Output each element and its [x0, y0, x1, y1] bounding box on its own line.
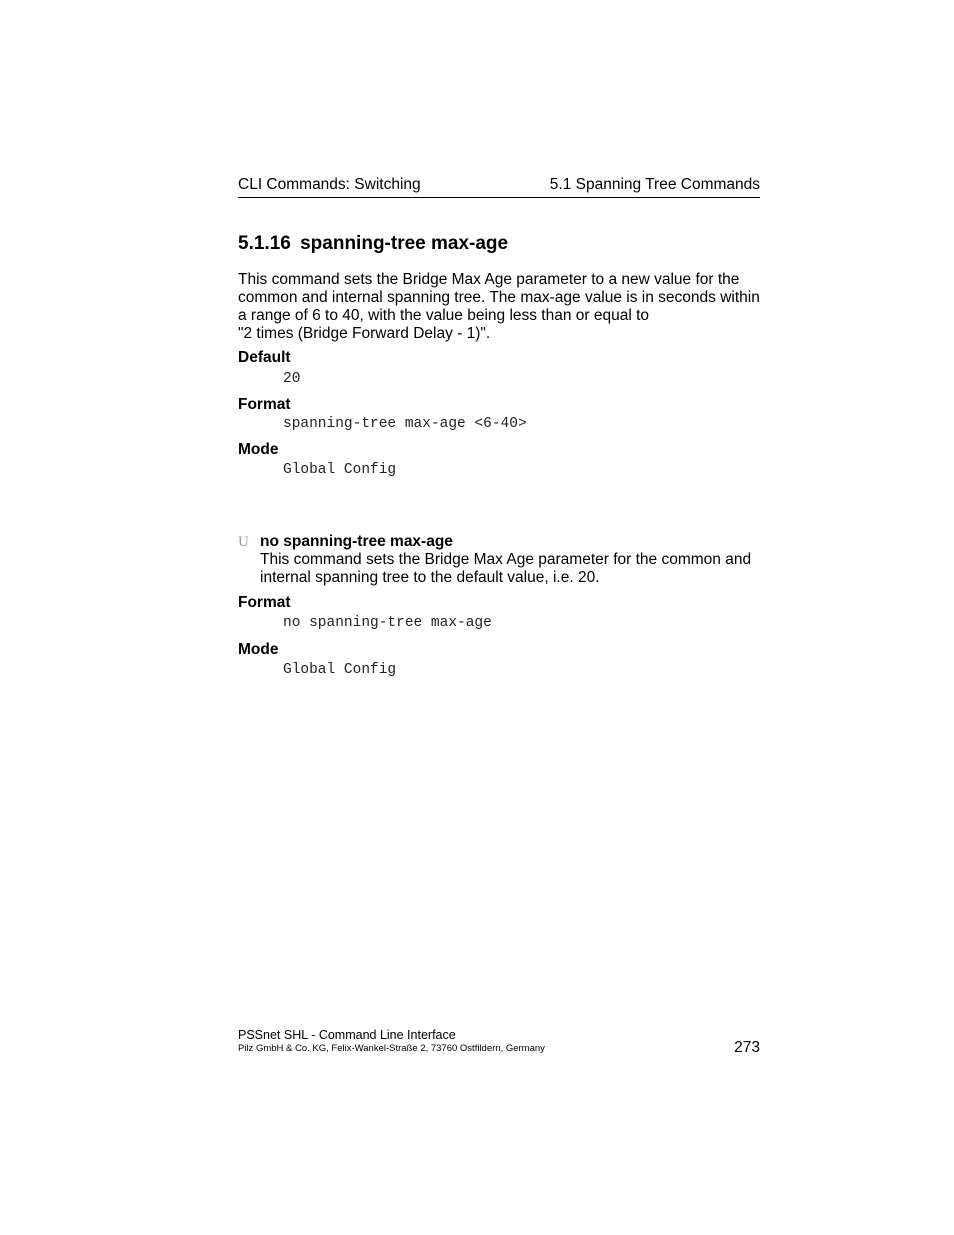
subcommand-description-line: internal spanning tree to the default value, i.e. 20.: [260, 569, 600, 586]
section-number: 5.1.16: [238, 233, 291, 254]
footer-company: Pilz GmbH & Co. KG, Felix-Wankel-Straße 2, 73760 Ostfildern, Germany: [238, 1043, 545, 1054]
sub-mode-label: Mode: [238, 641, 279, 658]
section-title-text: spanning-tree max-age: [300, 233, 509, 254]
default-label: Default: [238, 349, 291, 366]
sub-format-label: Format: [238, 594, 291, 611]
subcommand-name: no spanning-tree max-age: [260, 533, 453, 550]
description-line: "2 times (Bridge Forward Delay - 1)".: [238, 325, 491, 342]
page-number: 273: [734, 1039, 760, 1056]
subcommand-description-line: This command sets the Bridge Max Age parameter for the common and: [260, 551, 752, 568]
sub-mode-value: Global Config: [283, 662, 397, 678]
mode-label: Mode: [238, 441, 279, 458]
header-section: 5.1 Spanning Tree Commands: [549, 176, 760, 193]
sub-format-value: no spanning-tree max-age: [283, 615, 492, 631]
footer-product: PSSnet SHL - Command Line Interface: [238, 1028, 456, 1042]
section-title: [238, 233, 508, 255]
bullet-icon: U: [238, 534, 249, 550]
running-header: [238, 176, 760, 198]
default-value: 20: [283, 371, 301, 387]
subcommand-description: [260, 551, 765, 587]
description-line: a range of 6 to 40, with the value being less than or equal to: [238, 307, 650, 324]
section-description: [238, 271, 763, 343]
format-label: Format: [238, 396, 291, 413]
format-value: spanning-tree max-age <6-40>: [283, 416, 527, 432]
description-line: common and internal spanning tree. The max-age value is in seconds within: [238, 289, 760, 306]
header-chapter: CLI Commands: Switching: [238, 176, 421, 193]
description-line: This command sets the Bridge Max Age parameter to a new value for the: [238, 271, 740, 288]
mode-value: Global Config: [283, 462, 397, 478]
